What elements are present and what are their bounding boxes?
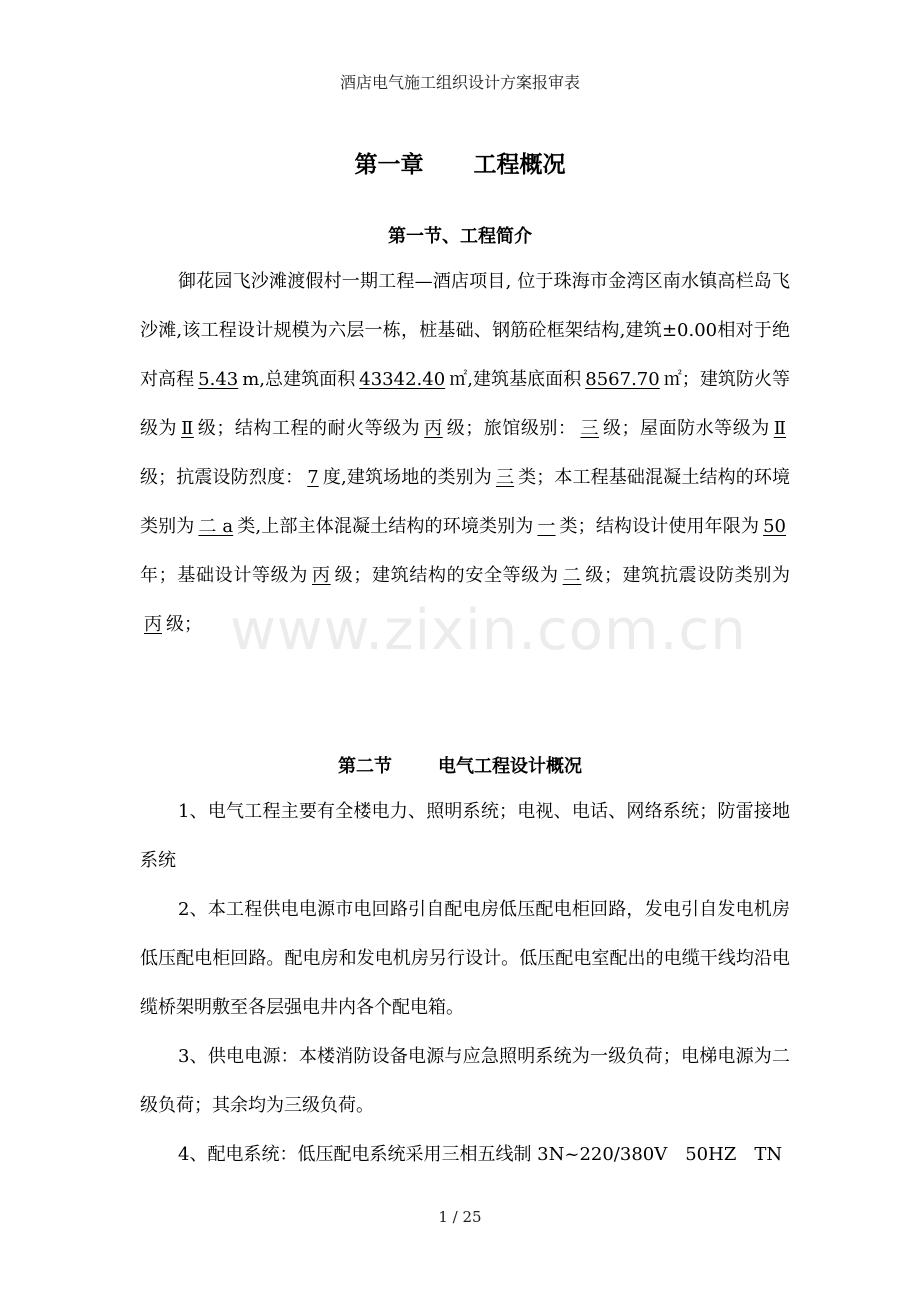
field-design-life: 50 [763, 516, 786, 537]
field-total-area: 43342.40 [359, 369, 446, 390]
field-hotel-grade: 三 [580, 418, 599, 439]
chapter-number: 第一章 [354, 152, 424, 178]
intro-text: 年；基础设计等级为 [140, 565, 308, 586]
intro-text: 级；旅馆级别： [446, 418, 577, 439]
field-seismic-category: 丙 [144, 614, 162, 635]
electrical-item-2: 2、本工程供电电源市电回路引自配电房低压配电柜回路，发电引自发电机房低压配电柜回路。配电房和发电机房另行设计。低压配电室配出的电缆干线均沿电缆桥架明敷至各层强电井内各个配电箱。 [140, 899, 790, 1018]
field-upper-env: 一 [537, 516, 556, 537]
intro-text: 度,建筑场地的类别为 [322, 467, 492, 488]
section-2-title [0, 752, 920, 778]
intro-text: ㎡,建筑基底面积 [449, 369, 582, 390]
intro-text: 级；抗震设防烈度： [140, 467, 304, 488]
intro-text: 级；屋面防水等级为 [602, 418, 770, 439]
running-header: 酒店电气施工组织设计方案报审表 [339, 73, 580, 92]
intro-text: 级；建筑结构的安全等级为 [334, 565, 559, 586]
intro-text: 级；结构工程的耐火等级为 [197, 418, 421, 439]
chapter-name: 工程概况 [473, 152, 566, 178]
intro-text: 御花园飞沙滩渡假村一期工程—酒店项目, 位于珠海市金湾区南水镇高栏岛飞沙滩,该工程设计规模为六层一栋，桩基础、钢筋砼框架结构,建筑±0.00相对于绝对高程 [140, 271, 790, 390]
section-2-name: 电气工程设计概况 [438, 756, 582, 777]
field-safety-grade: 二 [562, 565, 582, 586]
intro-text: 类；结构设计使用年限为 [559, 516, 760, 537]
electrical-item-1: 1、电气工程主要有全楼电力、照明系统；电视、电话、网络系统；防雷接地系统 [140, 801, 790, 871]
field-fire-resistance: 丙 [424, 418, 443, 439]
intro-text: ㎡；建筑防火等级为 [140, 369, 790, 439]
intro-text: 类；本工程基础混凝土结构的环境类别为 [140, 467, 791, 537]
project-intro-paragraph [140, 257, 790, 649]
intro-text: 级；建筑抗震设防类别为 [585, 565, 791, 586]
section-1-title: 第一节、工程简介 [388, 226, 532, 247]
section-2-number: 第二节 [338, 756, 392, 777]
intro-text: 类,上部主体混凝土结构的环境类别为 [237, 516, 534, 537]
field-base-area: 8567.70 [585, 369, 660, 390]
field-fire-rating: Ⅱ [181, 418, 194, 439]
electrical-item-3: 3、供电电源：本楼消防设备电源与应急照明系统为一级负荷；电梯电源为二级负荷；其余均为三级负荷。 [140, 1046, 790, 1116]
field-seismic-intensity: 7 [307, 467, 319, 488]
field-site-class: 三 [495, 467, 515, 488]
chapter-title [0, 146, 920, 179]
field-elevation: 5.43 [198, 369, 239, 390]
field-foundation-grade: 丙 [312, 565, 331, 586]
electrical-item-4: 4、配电系统：低压配电系统采用三相五线制 3N~220/380V 50HZ TN [178, 1144, 783, 1165]
field-roof-waterproof: Ⅱ [773, 418, 786, 439]
field-foundation-env: 二 a [198, 516, 234, 537]
intro-text: 级； [166, 614, 202, 635]
page-number: 1 / 25 [438, 1208, 482, 1226]
intro-text: m,总建筑面积 [242, 369, 356, 390]
watermark: www.zixin.com.cn [230, 598, 747, 663]
